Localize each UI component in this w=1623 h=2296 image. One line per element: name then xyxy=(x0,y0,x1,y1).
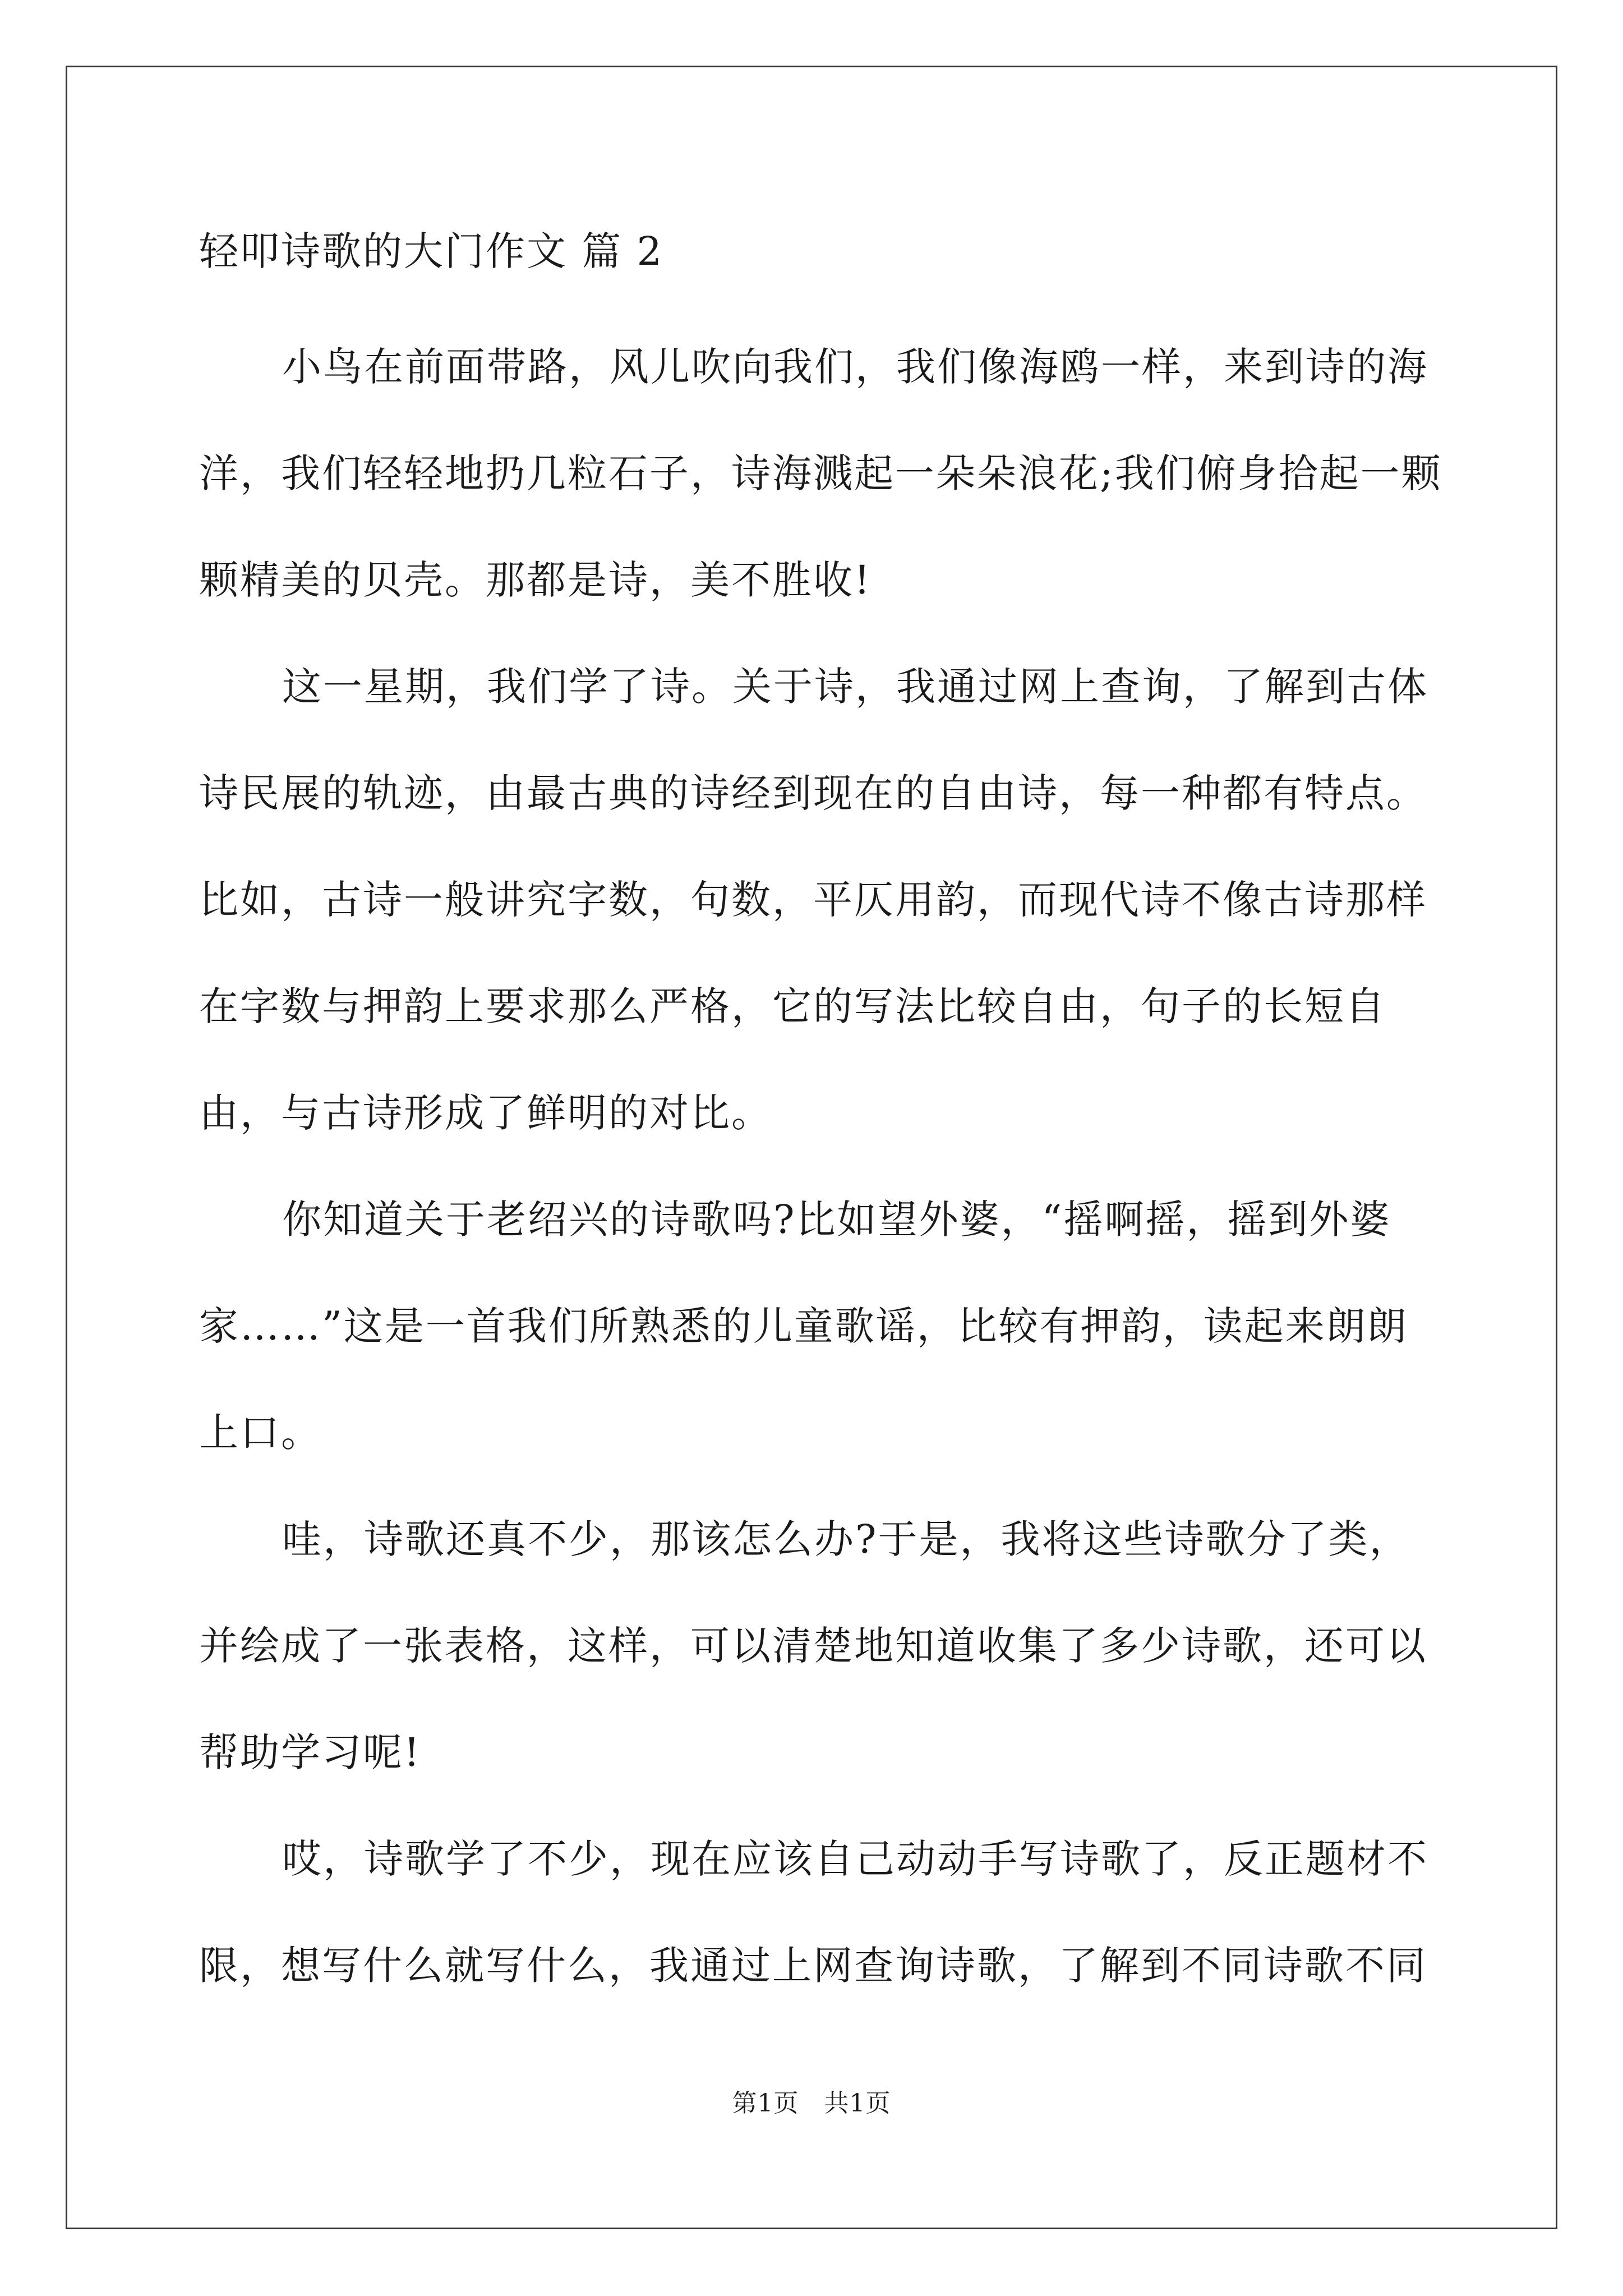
page-footer: 第1页 共1页 xyxy=(732,2089,891,2118)
document-title: 轻叩诗歌的大门作文 篇 2 xyxy=(199,228,664,274)
document-body xyxy=(199,224,1447,2019)
paragraph-3: 你知道关于老绍兴的诗歌吗?比如望外婆，“摇啊摇，摇到外婆家……”这是一首我们所熟悉的儿童歌谣，比较有押韵，读起来朗朗上口。 xyxy=(199,1197,1408,1456)
paragraph-1: 小鸟在前面带路，风儿吹向我们，我们像海鸥一样，来到诗的海洋，我们轻轻地扔几粒石子，诗海溅起一朵朵浪花;我们俯身拾起一颗颗精美的贝壳。那都是诗，美不胜收! xyxy=(199,344,1442,603)
paragraph-4: 哇，诗歌还真不少，那该怎么办?于是，我将这些诗歌分了类，并绘成了一张表格，这样，可以清楚地知道收集了多少诗歌，还可以帮助学习呢! xyxy=(199,1516,1427,1775)
paragraph-2: 这一星期，我们学了诗。关于诗，我通过网上查询，了解到古体诗民展的轨迹，由最古典的诗经到现在的自由诗，每一种都有特点。比如，古诗一般讲究字数，句数，平仄用韵，而现代诗不像古诗那样在字数与押韵上要求那么严格，它的写法比较自由，句子的长短自由，与古诗形成了鲜明的对比。 xyxy=(199,664,1428,1136)
paragraph-5: 哎，诗歌学了不少，现在应该自己动动手写诗歌了，反正题材不限，想写什么就写什么，我通过上网查询诗歌，了解到不同诗歌不同 xyxy=(199,1836,1428,1989)
